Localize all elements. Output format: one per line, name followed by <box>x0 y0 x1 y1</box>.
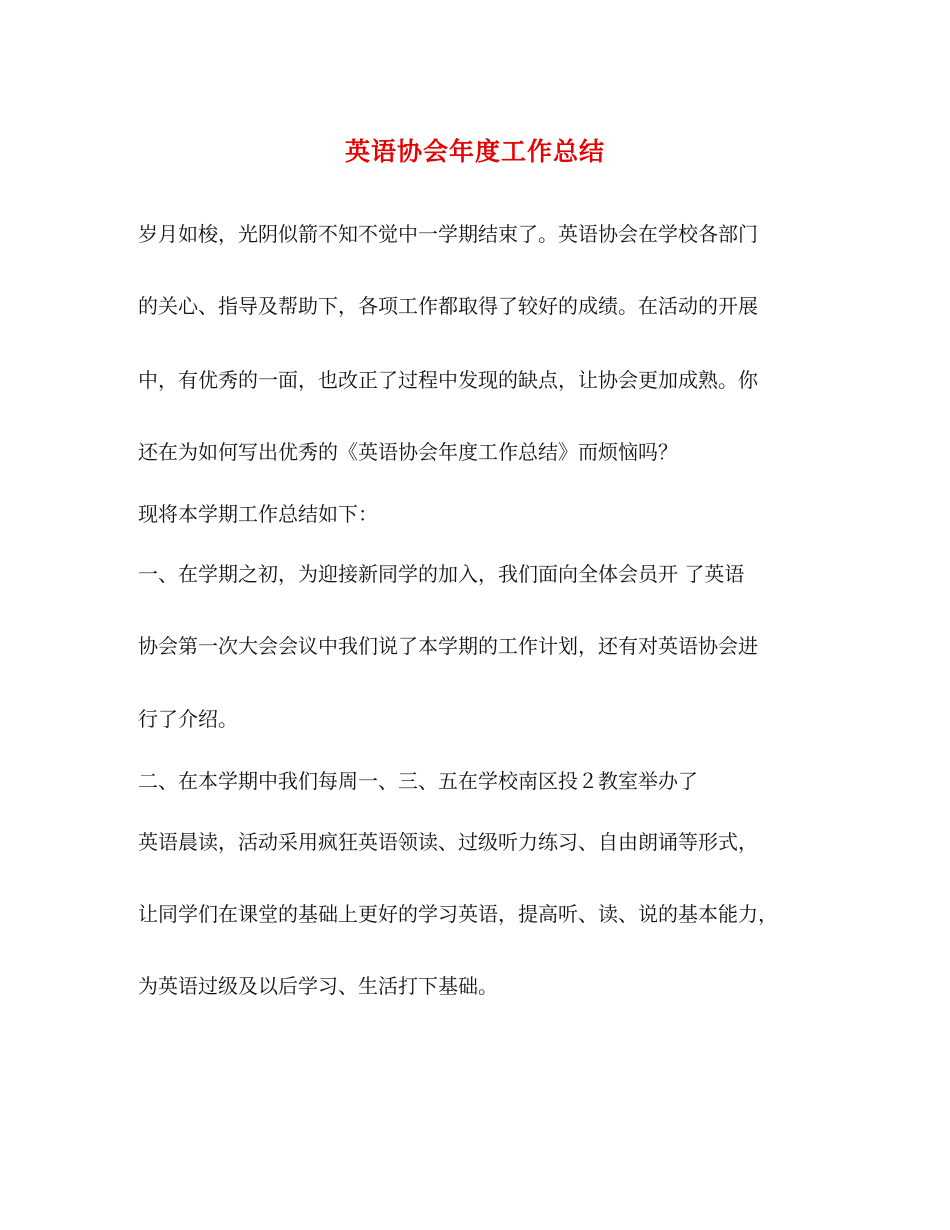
paragraph-line-2: 的关心、指导及帮助下，各项工作都取得了较好的成绩。在活动的开展 <box>138 294 758 318</box>
paragraph-line-8: 行了介绍。 <box>138 707 238 731</box>
paragraph-line-3: 中，有优秀的一面，也改正了过程中发现的缺点，让协会更加成熟。你 <box>138 368 758 392</box>
paragraph-line-11: 让同学们在课堂的基础上更好的学习英语，提高听、读、说的基本能力， <box>138 902 778 926</box>
paragraph-line-4: 还在为如何写出优秀的《英语协会年度工作总结》而烦恼吗？ <box>138 440 678 464</box>
paragraph-line-6: 一、在学期之初，为迎接新同学的加入，我们面向全体会员开 了英语 <box>138 562 745 586</box>
paragraph-line-1: 岁月如梭，光阴似箭不知不觉中一学期结束了。英语协会在学校各部门 <box>138 222 758 246</box>
paragraph-line-12: 为英语过级及以后学习、生活打下基础。 <box>138 974 498 998</box>
paragraph-line-9: 二、在本学期中我们每周一、三、五在学校南区投２教室举办了 <box>138 769 698 793</box>
paragraph-line-10: 英语晨读，活动采用疯狂英语领读、过级听力练习、自由朗诵等形式， <box>138 830 758 854</box>
paragraph-line-7: 协会第一次大会会议中我们说了本学期的工作计划，还有对英语协会进 <box>138 634 758 658</box>
document-title: 英语协会年度工作总结 <box>344 137 605 166</box>
paragraph-line-5: 现将本学期工作总结如下： <box>138 502 378 526</box>
